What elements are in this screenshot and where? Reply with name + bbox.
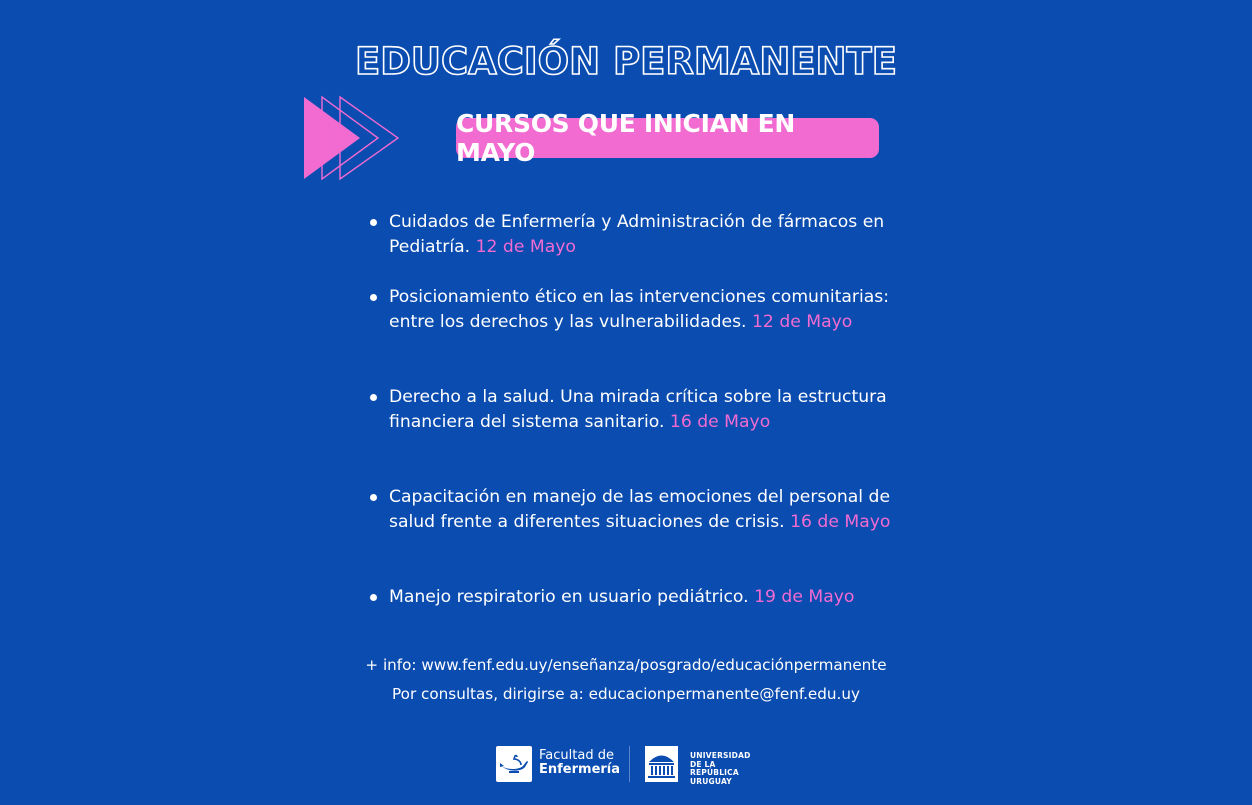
course-item xyxy=(370,585,900,610)
course-title-line1: Derecho a la salud. Una mirada crítica sobre la estructura xyxy=(389,387,887,407)
info-link[interactable]: + info: www.fenf.edu.uy/enseñanza/posgrado/educaciónpermanente xyxy=(365,656,887,674)
bullet-icon xyxy=(370,494,377,501)
course-item xyxy=(370,210,900,260)
course-title-line1: Cuidados de Enfermería y Administración de fármacos en xyxy=(389,212,885,232)
logo-divider xyxy=(629,746,630,782)
lamp-icon xyxy=(496,746,532,782)
university-building-icon xyxy=(645,746,678,782)
fenf-logo-text xyxy=(539,749,620,777)
bullet-icon xyxy=(370,594,377,601)
contact-email[interactable]: Por consultas, dirigirse a: educacionpermanente@fenf.edu.uy xyxy=(392,685,860,703)
page-title: EDUCACIÓN PERMANENTE xyxy=(354,40,898,83)
course-date: 19 de Mayo xyxy=(754,587,855,607)
bullet-icon xyxy=(370,219,377,226)
course-title-line1: Posicionamiento ético en las intervenciones comunitarias: xyxy=(389,287,890,307)
udelar-name-line3: URUGUAY xyxy=(690,776,732,786)
course-title-line2: entre los derechos y las vulnerabilidades. xyxy=(389,312,747,332)
udelar-logo-text xyxy=(690,752,766,786)
bullet-icon xyxy=(370,294,377,301)
course-item xyxy=(370,285,900,335)
course-date: 12 de Mayo xyxy=(751,312,853,332)
course-date: 16 de Mayo xyxy=(790,512,891,532)
course-date: 12 de Mayo xyxy=(475,237,576,257)
bullet-icon xyxy=(370,394,377,401)
course-title-line2: Pediatría. xyxy=(389,237,471,257)
course-title-line2: financiera del sistema sanitario. xyxy=(389,412,665,432)
course-item xyxy=(370,485,900,535)
footer-logos xyxy=(496,744,766,784)
subtitle-banner xyxy=(456,109,879,167)
fenf-name-line1: Facultad de xyxy=(539,748,614,763)
course-title-line1: Capacitación en manejo de las emociones del personal de xyxy=(389,487,891,507)
subtitle-text: CURSOS QUE INICIAN EN MAYO xyxy=(456,109,796,167)
course-date: 16 de Mayo xyxy=(669,412,771,432)
play-arrows-icon xyxy=(302,94,402,182)
fenf-name-line2: Enfermería xyxy=(539,762,621,777)
course-title-line2: salud frente a diferentes situaciones de crisis. xyxy=(389,512,785,532)
course-title-line1: Manejo respiratorio en usuario pediátrico. xyxy=(389,587,749,607)
udelar-name-line1: UNIVERSIDAD xyxy=(690,751,751,760)
course-item xyxy=(370,385,900,435)
udelar-name-line2: DE LA REPÚBLICA xyxy=(690,759,739,777)
